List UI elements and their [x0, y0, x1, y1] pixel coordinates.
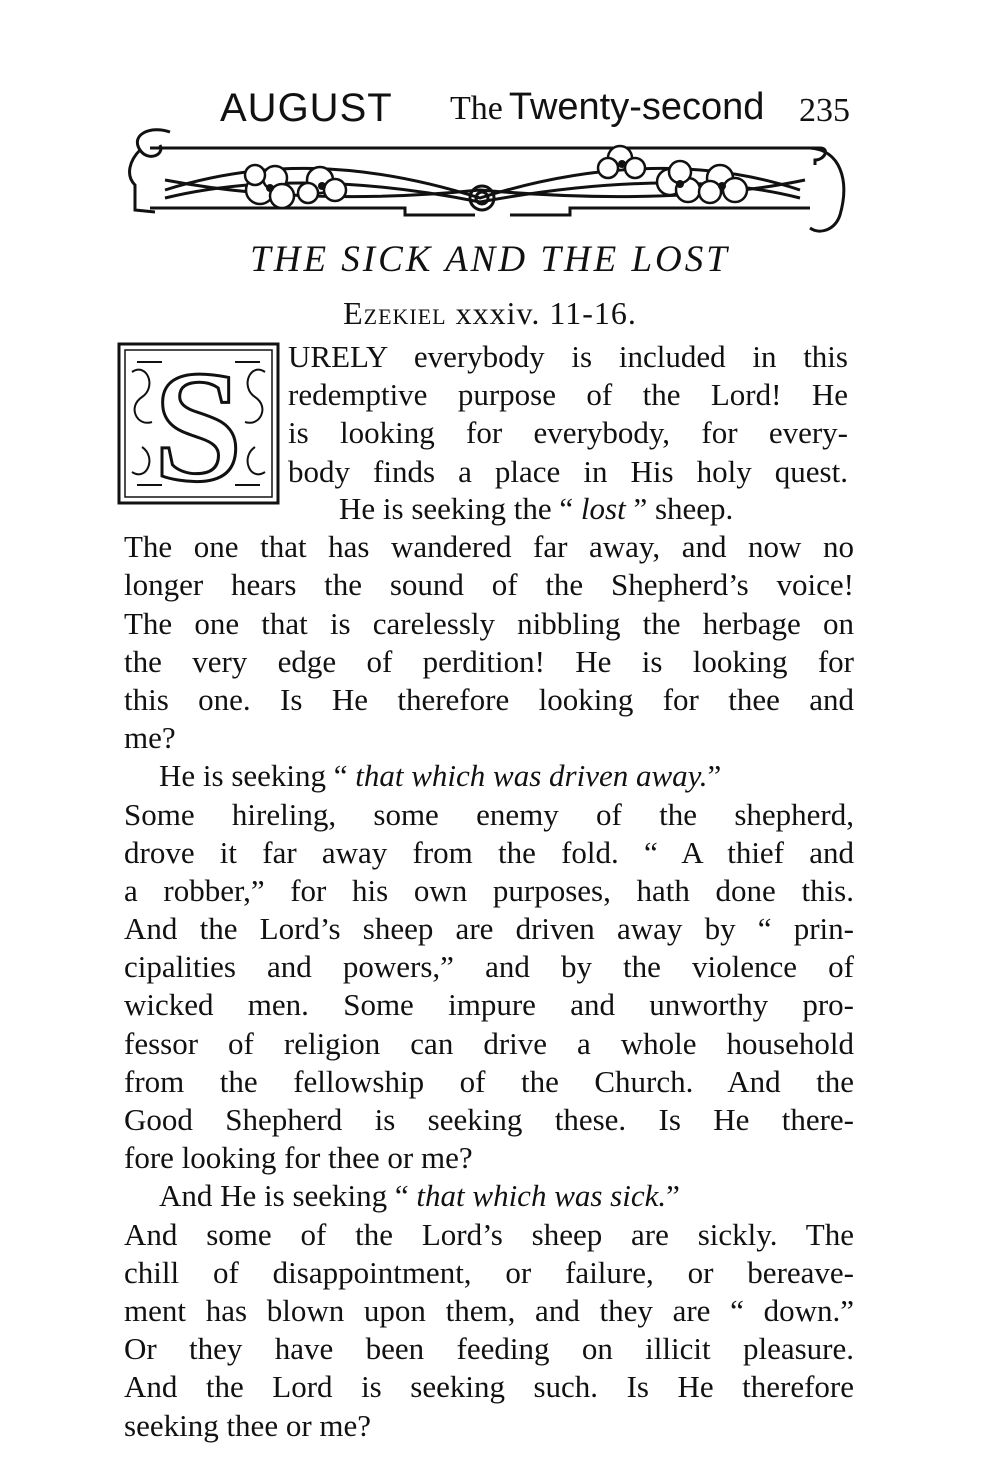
text-run: ” sheep. [625, 491, 734, 526]
scripture-reference [130, 295, 850, 332]
emphasis: that which was driven away. [355, 758, 708, 794]
text-run: ” [666, 1178, 680, 1214]
text-line: drove it far away from the fold. “ A thief and [124, 834, 854, 870]
reference-chapter-verse: xxxiv. 11-16. [455, 295, 637, 331]
header-month: AUGUST [220, 86, 393, 130]
paragraph-3-first-line [124, 757, 854, 795]
emphasis: that which was sick. [416, 1178, 667, 1214]
text-line: from the fellowship of the Church. And the [124, 1063, 854, 1099]
reference-book: Ezekiel [343, 295, 447, 331]
text-line: cipalities and powers,” and by the violence of [124, 949, 854, 985]
text-line: me? [124, 720, 176, 756]
text-line: Good Shepherd is seeking these. Is He there- [124, 1102, 854, 1137]
paragraph-2-first-line [124, 490, 854, 528]
header-day: Twenty-second [508, 86, 765, 128]
text-line: And the Lord’s sheep are driven away by “ prin- [124, 911, 854, 947]
paragraph-4-first-line [124, 1177, 854, 1215]
page-number: 235 [799, 92, 850, 129]
text-line: longer hears the sound of the Shepherd’s voice! [124, 567, 854, 603]
text-line: wicked men. Some impure and unworthy pro- [124, 987, 854, 1023]
text-line: is looking for everybody, for every- [288, 415, 848, 451]
text-run: He is seeking the “ [339, 491, 581, 526]
text-line: seeking thee or me? [124, 1407, 372, 1443]
text-line: Some hireling, some enemy of the shepherd, [124, 796, 854, 832]
text-line: And the Lord is seeking such. Is He therefore [124, 1369, 854, 1405]
text-line: fessor of religion can drive a whole household [124, 1025, 854, 1061]
text-run: ” [707, 758, 722, 794]
body-text [124, 490, 854, 1445]
text-line: And some of the Lord’s sheep are sickly. The [124, 1216, 854, 1252]
drop-cap-letter: S [153, 342, 243, 505]
paragraph-1 [288, 338, 848, 491]
emphasis: lost [580, 491, 626, 526]
text-line: ment has blown upon them, and they are “ down.” [124, 1292, 854, 1328]
text-line: this one. Is He therefore looking for thee and [124, 681, 854, 717]
page-title: THE SICK AND THE LOST [250, 239, 730, 280]
text-line: Or they have been feeding on illicit pleasure. [124, 1331, 854, 1367]
text-line: fore looking for thee or me? [124, 1140, 473, 1176]
text-line: chill of disappointment, or failure, or bereave- [124, 1254, 854, 1290]
text-line: redemptive purpose of the Lord! He [288, 377, 848, 413]
header-the: The [450, 90, 503, 127]
text-line: the very edge of perdition! He is looking for [124, 643, 854, 679]
drop-cap [117, 342, 280, 505]
text-run: And He is seeking “ [159, 1178, 417, 1214]
drop-cap-art [117, 342, 280, 505]
text-line: a robber,” for his own purposes, hath done this. [124, 872, 854, 908]
text-line: The one that has wandered far away, and now no [124, 529, 854, 565]
text-line: URELY everybody is included in this [288, 339, 848, 374]
text-line: The one that is carelessly nibbling the herbage on [124, 605, 854, 641]
text-line: body finds a place in His holy quest. [288, 453, 848, 489]
floral-ornament [110, 120, 870, 250]
text-run: He is seeking “ [159, 758, 356, 794]
